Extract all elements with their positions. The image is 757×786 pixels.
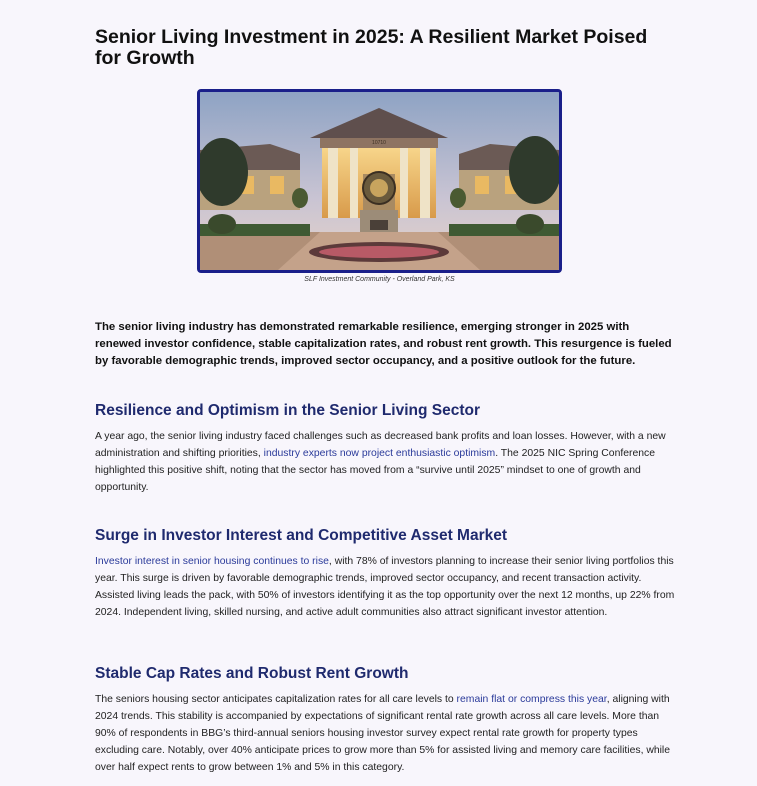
paragraph-text: . The 2025 NIC Spring Conference highlighted this positive shift, noting that the sector has moved from a “survive until 2025” mindset to one of growth and opportunity. bbox=[95, 448, 656, 493]
hero-photo bbox=[197, 89, 562, 273]
intro-paragraph: The senior living industry has demonstrated remarkable resilience, emerging stronger in 2025 with renewed investor confidence, stable capitalization rates, and robust rent growth. This resurgence is fueled by favorable demographic trends, improved sector occupancy, and a positive outlook for the future. bbox=[95, 321, 672, 367]
photo-caption: SLF Investment Community - Overland Park, KS bbox=[304, 276, 455, 283]
address-number: 10710 bbox=[372, 140, 386, 146]
section-paragraph-investor-interest bbox=[95, 553, 675, 621]
link-industry-optimism[interactable]: industry experts now project enthusiastic optimism bbox=[263, 448, 496, 459]
paragraph-text: , with 78% of investors planning to increase their senior living portfolios this year. This surge is driven by favorable demographic trends, improved sector occupancy, and recent transaction activity. Assisted living leads the pack, with 50% of investors identifying it as the top opportunity over the next 12 months, up 22% from 2024. Independent living, skilled nursing, and active adult communities also attract significant investor attention. bbox=[95, 556, 675, 618]
page-title: Senior Living Investment in 2025: A Resilient Market Poised for Growth bbox=[95, 26, 648, 69]
link-investor-interest[interactable]: Investor interest in senior housing continues to rise bbox=[95, 556, 329, 567]
section-paragraph-resilience bbox=[95, 428, 675, 496]
section-heading-cap-rates: Stable Cap Rates and Robust Rent Growth bbox=[95, 665, 409, 682]
section-heading-investor-interest: Surge in Investor Interest and Competitive Asset Market bbox=[95, 527, 508, 544]
link-cap-rates[interactable]: remain flat or compress this year bbox=[456, 694, 607, 705]
hero-figure bbox=[197, 89, 562, 283]
section-heading-resilience: Resilience and Optimism in the Senior Living Sector bbox=[95, 402, 481, 419]
paragraph-text: , aligning with 2024 trends. This stability is accompanied by expectations of significant rental rate growth across all care levels. More than 90% of respondents in BBG’s third-annual seniors housing investor survey expect rental rate growth for property types excluding care. Notably, over 40% anticipate prices to grow more than 5% for assisted living and memory care facilities, while over half expect rents to grow between 1% and 5% in this category. bbox=[95, 694, 671, 773]
section-paragraph-cap-rates bbox=[95, 691, 675, 776]
paragraph-text: The seniors housing sector anticipates capitalization rates for all care levels to bbox=[95, 694, 457, 705]
paragraph-text: A year ago, the senior living industry faced challenges such as decreased bank profits and loan losses. However, with a new administration and shifting priorities, bbox=[95, 431, 666, 459]
